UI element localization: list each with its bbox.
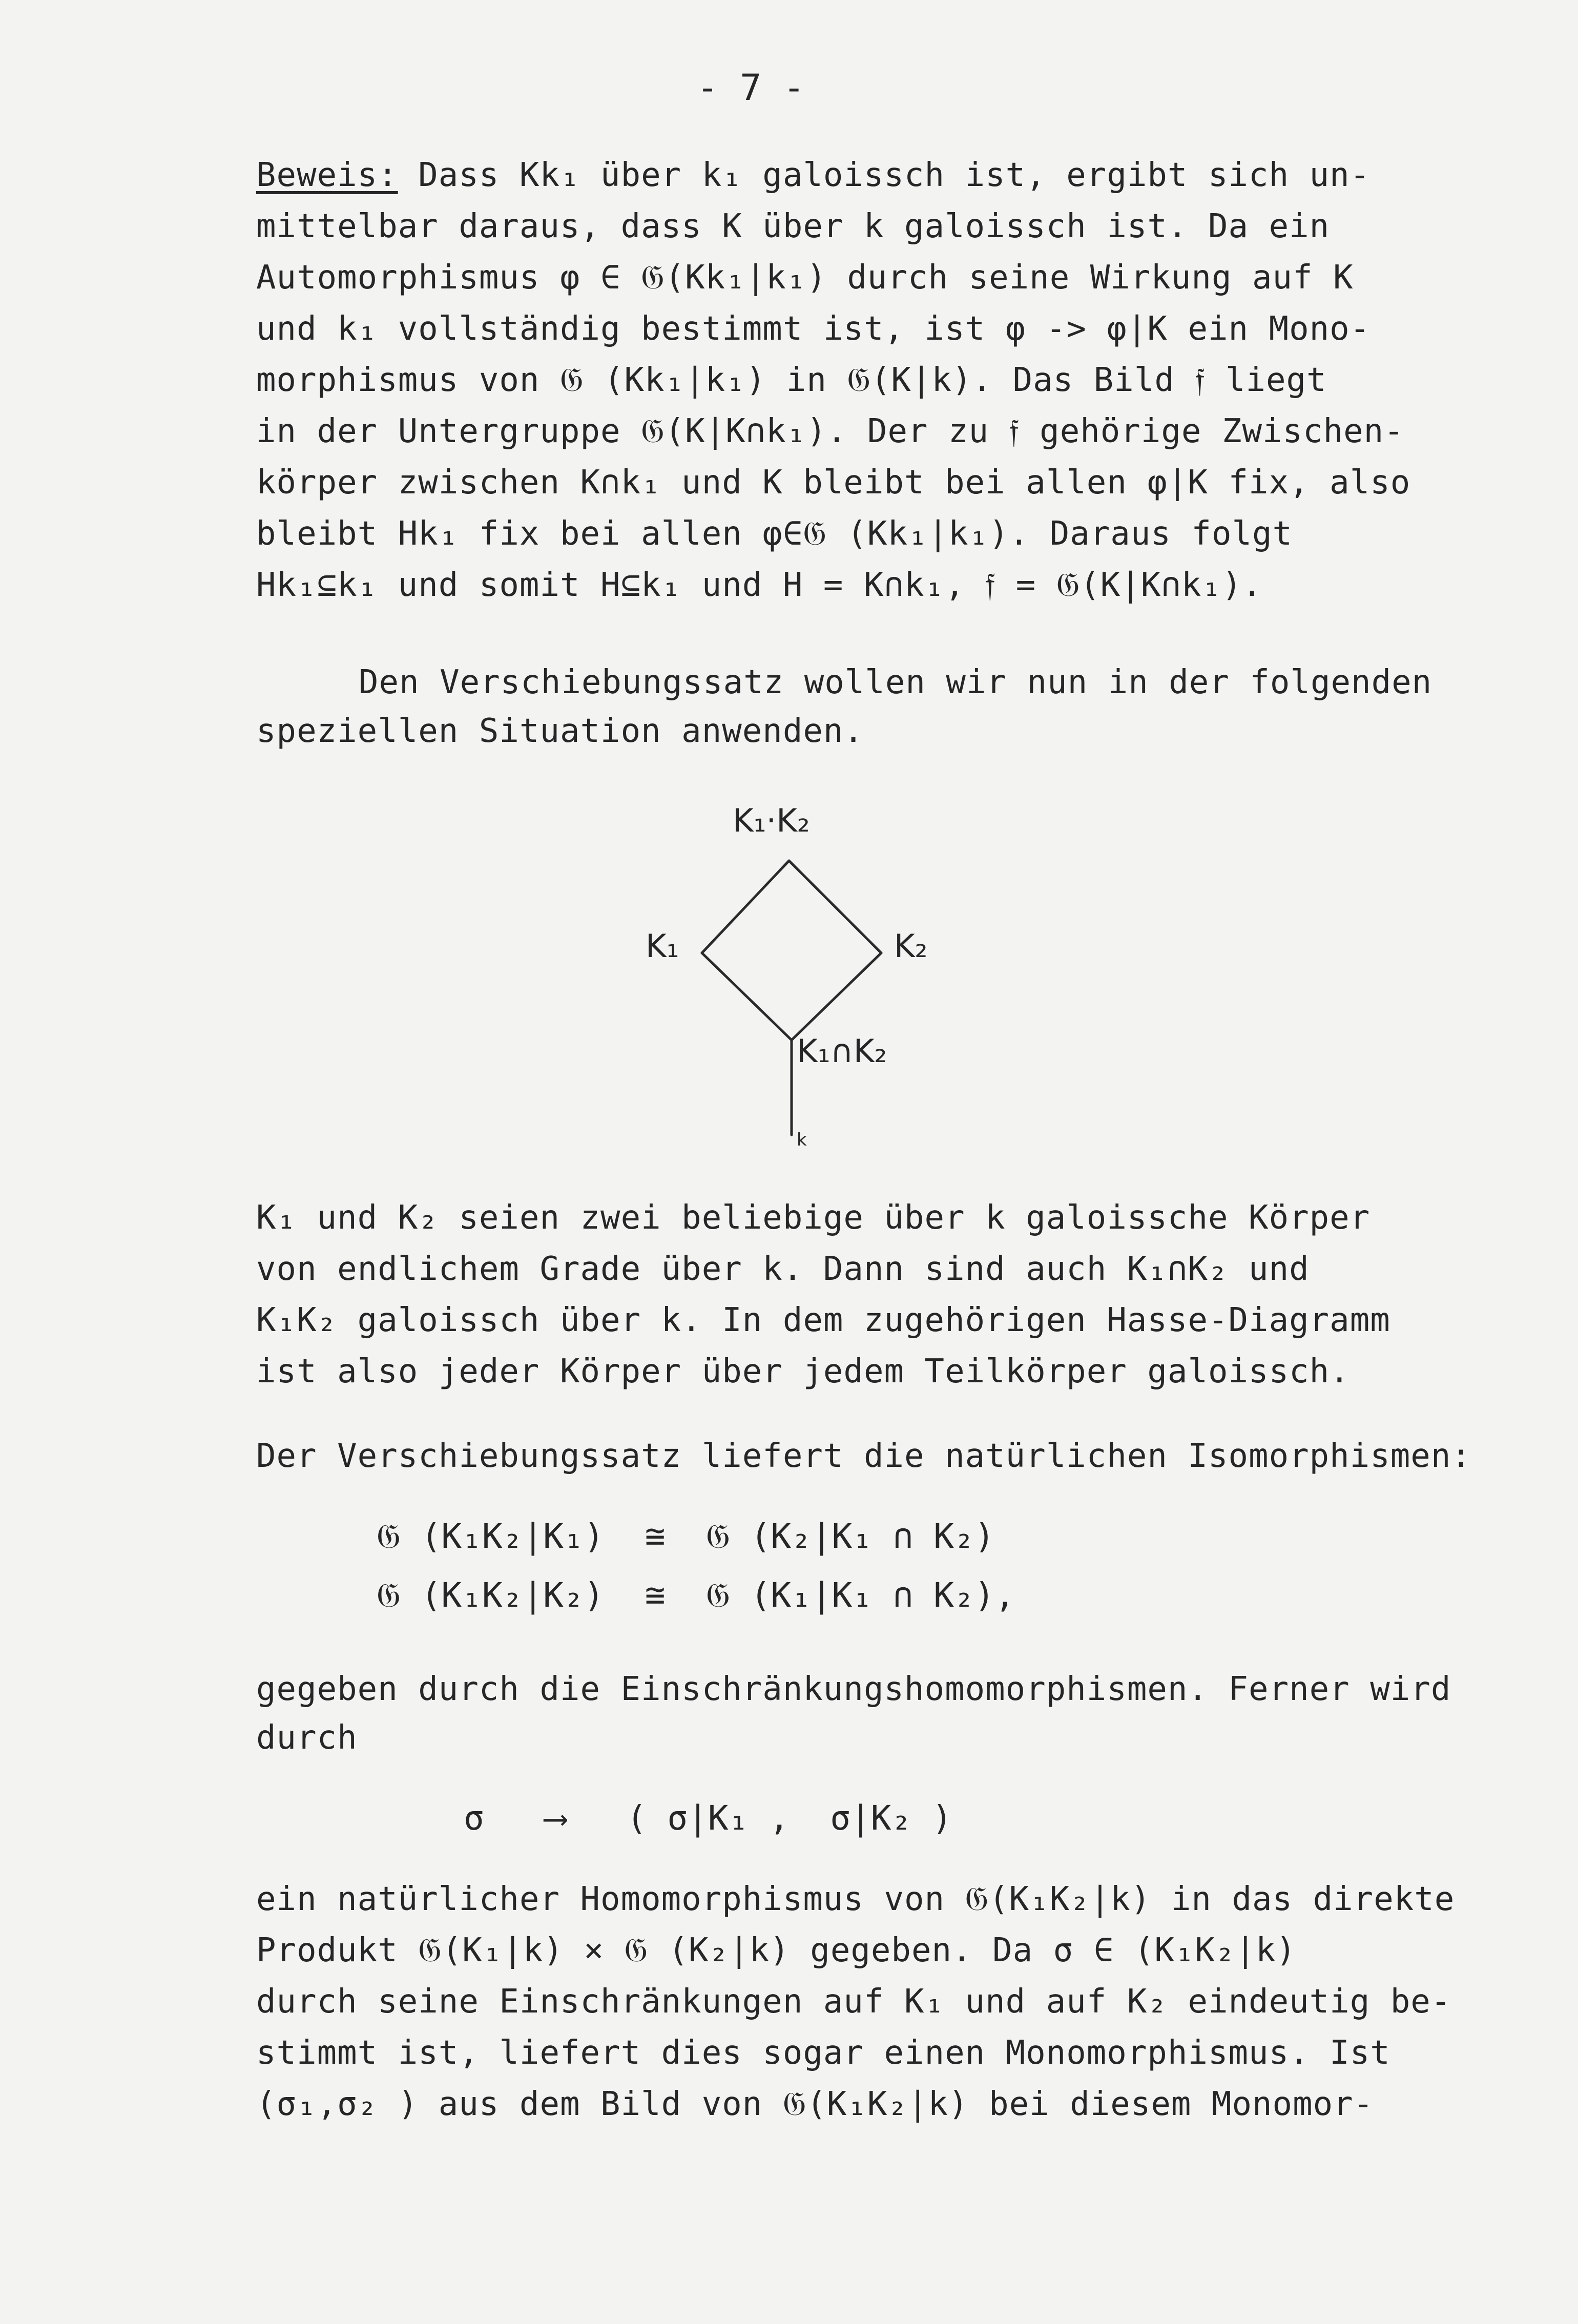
page-number: - 7 -	[697, 67, 805, 109]
diagram-left-node: K₁	[646, 927, 679, 965]
para2-line-3: K₁K₂ galoissch über k. In dem zugehörigen Hasse-Diagramm	[256, 1301, 1390, 1339]
para2-line-1: K₁ und K₂ seien zwei beliebige über k galoissche Körper	[256, 1199, 1371, 1237]
proof-line-8: bleibt Hk₁ fix bei allen φ∈𝔊 (Kk₁|k₁). Daraus folgt	[256, 515, 1293, 553]
diagram-bottom-node: K₁∩K₂	[797, 1032, 887, 1070]
diagram-base-node: k	[797, 1130, 807, 1150]
para5-line-5: (σ₁,σ₂ ) aus dem Bild von 𝔊(K₁K₂|k) bei diesem Monomor-	[256, 2085, 1374, 2123]
intro-line-2: speziellen Situation anwenden.	[256, 712, 864, 750]
para5-line-4: stimmt ist, liefert dies sogar einen Monomorphismus. Ist	[256, 2034, 1390, 2072]
para5-line-2: Produkt 𝔊(K₁|k) × 𝔊 (K₂|k) gegeben. Da σ ∈ (K₁K₂|k)	[256, 1932, 1297, 1969]
para5-line-1: ein natürlicher Homomorphismus von 𝔊(K₁K₂|k) in das direkte	[256, 1880, 1455, 1918]
proof-line-2: mittelbar daraus, dass K über k galoissch ist. Da ein	[256, 208, 1330, 245]
map-formula: σ ⟶ ( σ|K₁ , σ|K₂ )	[464, 1798, 952, 1838]
proof-line-3: Automorphismus φ ∈ 𝔊(Kk₁|k₁) durch seine Wirkung auf K	[256, 259, 1354, 297]
diagram-right-node: K₂	[894, 927, 928, 965]
proof-label: Beweis:	[256, 156, 398, 194]
intro-line-1: Den Verschiebungssatz wollen wir nun in der folgenden	[359, 663, 1432, 701]
edge-top-right	[789, 861, 881, 953]
diagram-top-node: K₁·K₂	[733, 802, 810, 839]
proof-line-7: körper zwischen K∩k₁ und K bleibt bei allen φ|K fix, also	[256, 464, 1411, 502]
edge-top-left	[702, 861, 789, 953]
para3-line: Der Verschiebungssatz liefert die natürlichen Isomorphismen:	[256, 1437, 1471, 1475]
proof-line-6: in der Untergruppe 𝔊(K|K∩k₁). Der zu 𝔣 gehörige Zwischen-	[256, 412, 1404, 450]
iso-formula-2: 𝔊 (K₁K₂|K₂) ≅ 𝔊 (K₁|K₁ ∩ K₂),	[377, 1575, 1015, 1615]
para4-line-2: durch	[256, 1719, 358, 1757]
para5-line-3: durch seine Einschränkungen auf K₁ und auf K₂ eindeutig be-	[256, 1983, 1451, 2021]
iso-formula-1: 𝔊 (K₁K₂|K₁) ≅ 𝔊 (K₂|K₁ ∩ K₂)	[377, 1517, 995, 1556]
proof-text: Dass Kk₁ über k₁ galoissch ist, ergibt sich un-	[398, 156, 1371, 194]
proof-line-5: morphismus von 𝔊 (Kk₁|k₁) in 𝔊(K|k). Das Bild 𝔣 liegt	[256, 361, 1327, 399]
proof-line-9: Hk₁⊆k₁ und somit H⊆k₁ und H = K∩k₁, 𝔣 = 𝔊(K|K∩k₁).	[256, 566, 1263, 604]
para2-line-4: ist also jeder Körper über jedem Teilkörper galoissch.	[256, 1353, 1350, 1391]
proof-line-4: und k₁ vollständig bestimmt ist, ist φ -> φ|K ein Mono-	[256, 310, 1371, 348]
edge-left-bottom	[702, 953, 792, 1040]
edge-right-bottom	[792, 953, 881, 1040]
para4-line-1: gegeben durch die Einschränkungshomomorphismen. Ferner wird	[256, 1670, 1451, 1708]
para2-line-2: von endlichem Grade über k. Dann sind auch K₁∩K₂ und	[256, 1250, 1310, 1288]
